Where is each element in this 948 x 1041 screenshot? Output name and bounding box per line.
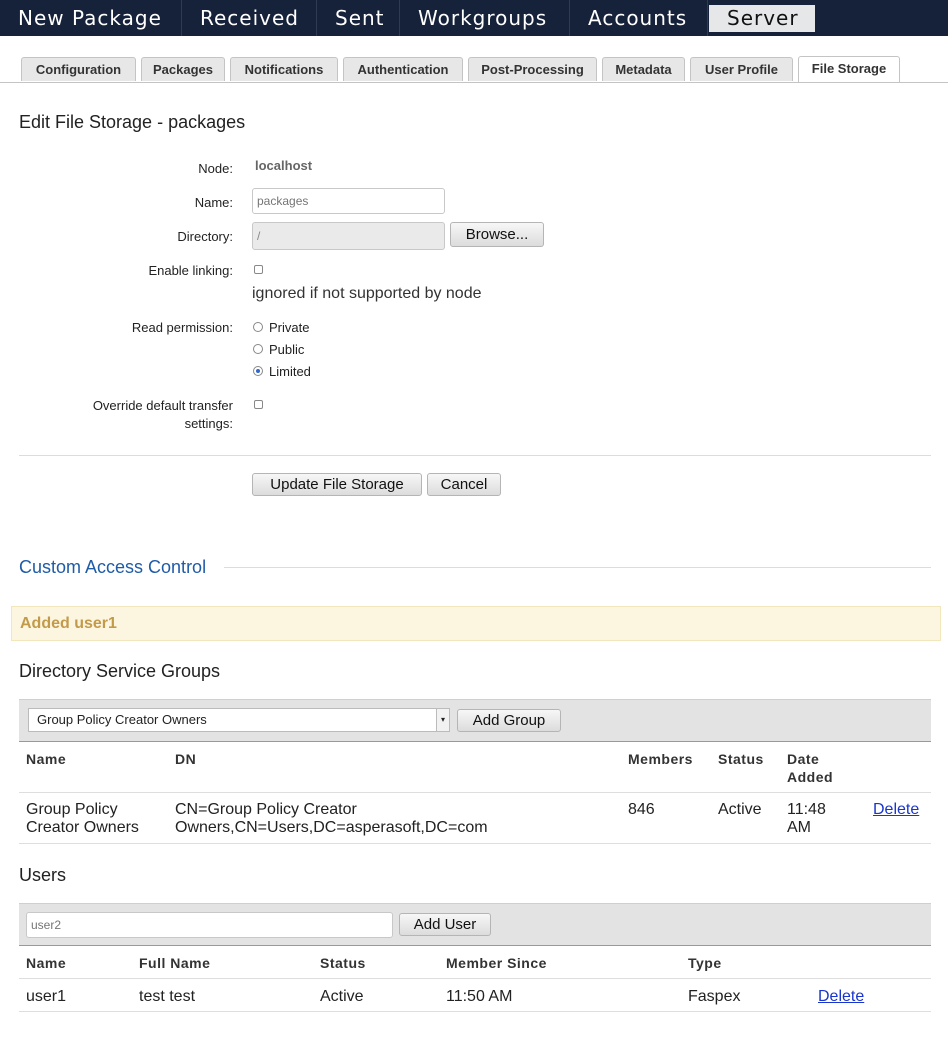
radio-private[interactable] — [253, 322, 263, 332]
enable-linking-checkbox[interactable] — [254, 265, 263, 274]
groups-col-dn: DN — [175, 751, 197, 767]
node-label: Node: — [198, 161, 233, 176]
tab-authentication[interactable]: Authentication — [343, 57, 463, 81]
cancel-button[interactable]: Cancel — [427, 473, 501, 496]
tab-packages[interactable]: Packages — [141, 57, 225, 81]
top-navigation — [0, 0, 948, 36]
name-label: Name: — [194, 195, 233, 210]
directory-label: Directory: — [177, 229, 233, 244]
nav-server[interactable]: Server — [709, 5, 815, 32]
node-value: localhost — [255, 158, 313, 173]
user-type: Faspex — [688, 988, 741, 1005]
read-permission-label: Read permission: — [131, 320, 233, 335]
users-col-member-since: Member Since — [446, 955, 547, 971]
user-status: Active — [320, 988, 364, 1005]
radio-public[interactable] — [253, 344, 263, 354]
group-date-line1: 11:48 — [787, 801, 826, 818]
linking-hint: ignored if not supported by node — [252, 285, 482, 302]
update-file-storage-button[interactable]: Update File Storage — [252, 473, 422, 496]
groups-row-divider — [19, 843, 931, 844]
tab-divider — [0, 82, 948, 83]
tab-notifications[interactable]: Notifications — [230, 57, 338, 81]
radio-limited-label: Limited — [269, 364, 311, 379]
directory-input[interactable] — [252, 222, 445, 250]
group-name-line2: Creator Owners — [26, 819, 139, 836]
group-dn-line1: CN=Group Policy Creator — [175, 801, 357, 818]
users-header-divider — [19, 978, 931, 979]
group-dn-line2: Owners,CN=Users,DC=asperasoft,DC=com — [175, 819, 488, 836]
custom-access-divider — [224, 567, 931, 568]
group-select-value: Group Policy Creator Owners — [37, 712, 207, 727]
custom-access-control-title: Custom Access Control — [19, 557, 207, 577]
group-add-bar — [19, 699, 931, 742]
override-label-line2: settings: — [184, 416, 233, 431]
user-member-since: 11:50 AM — [446, 988, 513, 1005]
groups-title: Directory Service Groups — [19, 661, 221, 681]
override-label-line1: Override default transfer — [92, 398, 233, 413]
nav-new-package[interactable]: New Package — [0, 0, 182, 36]
group-members: 846 — [628, 801, 655, 818]
groups-col-date-line1: Date — [787, 751, 820, 767]
group-status: Active — [718, 801, 762, 818]
added-notice — [11, 606, 941, 641]
add-group-button[interactable]: Add Group — [457, 709, 561, 732]
radio-private-label: Private — [269, 320, 310, 335]
group-date-line2: AM — [787, 819, 811, 836]
name-input[interactable] — [252, 188, 445, 214]
enable-linking-label: Enable linking: — [148, 263, 233, 278]
override-checkbox[interactable] — [254, 400, 263, 409]
form-divider — [19, 455, 931, 456]
tab-file-storage[interactable]: File Storage — [798, 56, 900, 82]
browse-button[interactable]: Browse... — [450, 222, 544, 247]
users-col-name: Name — [26, 955, 67, 971]
radio-public-label: Public — [269, 342, 305, 357]
nav-accounts[interactable]: Accounts — [570, 0, 708, 36]
nav-sent[interactable]: Sent — [317, 0, 400, 36]
nav-received[interactable]: Received — [182, 0, 317, 36]
users-row-divider — [19, 1011, 931, 1012]
users-title: Users — [19, 865, 67, 885]
user-input[interactable] — [26, 912, 393, 938]
group-select[interactable] — [28, 708, 450, 732]
group-name-line1: Group Policy — [26, 801, 118, 818]
groups-col-members: Members — [628, 751, 693, 767]
users-col-type: Type — [688, 955, 722, 971]
chevron-down-icon: ▾ — [436, 709, 449, 731]
tab-post-processing[interactable]: Post-Processing — [468, 57, 597, 81]
groups-col-name: Name — [26, 751, 67, 767]
tab-user-profile[interactable]: User Profile — [690, 57, 793, 81]
delete-group-link[interactable]: Delete — [873, 801, 920, 818]
user-add-bar — [19, 903, 931, 946]
groups-col-date-line2: Added — [787, 769, 834, 785]
add-user-button[interactable]: Add User — [399, 913, 491, 936]
user-full-name: test test — [139, 988, 196, 1005]
added-notice-text: Added user1 — [20, 615, 117, 632]
page-title: Edit File Storage - packages — [19, 112, 246, 132]
tab-configuration[interactable]: Configuration — [21, 57, 136, 81]
tab-metadata[interactable]: Metadata — [602, 57, 685, 81]
user-name: user1 — [26, 988, 67, 1005]
users-col-status: Status — [320, 955, 366, 971]
nav-workgroups[interactable]: Workgroups — [400, 0, 570, 36]
groups-header-divider — [19, 792, 931, 793]
radio-limited[interactable] — [253, 366, 263, 376]
users-col-full-name: Full Name — [139, 955, 211, 971]
delete-user-link[interactable]: Delete — [818, 988, 865, 1005]
groups-col-status: Status — [718, 751, 764, 767]
